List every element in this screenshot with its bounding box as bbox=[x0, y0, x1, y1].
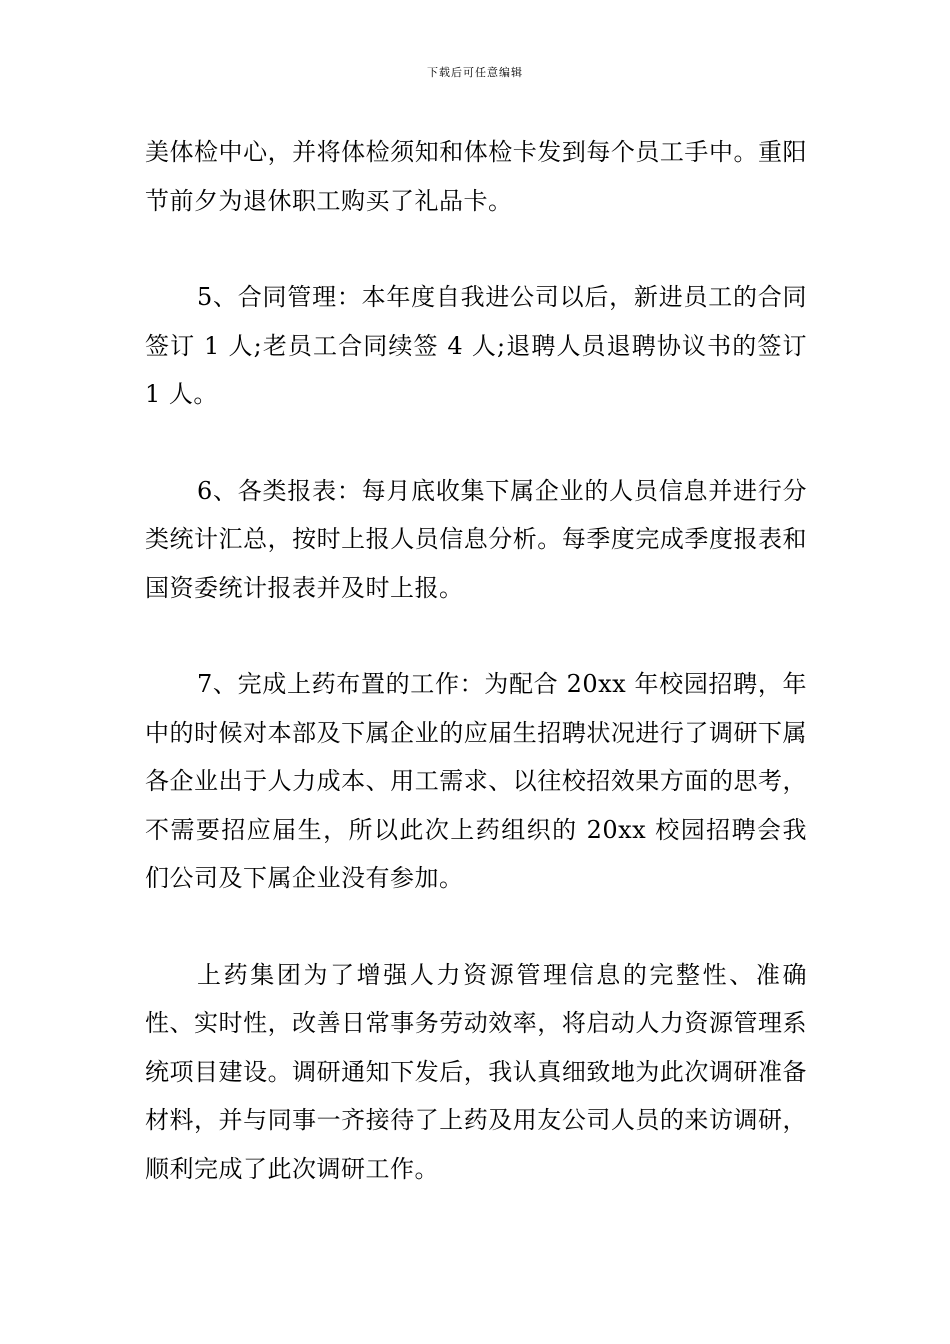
paragraph-gap bbox=[145, 419, 807, 467]
paragraph-continuation: 美体检中心，并将体检须知和体检卡发到每个员工手中。重阳节前夕为退休职工购买了礼品卡。 bbox=[145, 138, 807, 215]
paragraph-gap bbox=[145, 225, 807, 273]
header-note: 下载后可任意编辑 bbox=[427, 66, 523, 79]
paragraph-gap bbox=[145, 612, 807, 660]
paragraph-hr-system: 上药集团为了增强人力资源管理信息的完整性、准确性、实时性，改善日常事务劳动效率，将启动人力资源管理系统项目建设。调研通知下发后，我认真细致地为此次调研准备材料，并与同事一齐接待了上药及用友公司人员的来访调研，顺利完成了此次调研工作。 bbox=[145, 960, 807, 1183]
paragraph-contract-management: 5、合同管理：本年度自我进公司以后，新进员工的合同签订 1 人;老员工合同续签 4 人;退聘人员退聘协议书的签订 1 人。 bbox=[145, 283, 807, 408]
paragraph-reports: 6、各类报表：每月底收集下属企业的人员信息并进行分类统计汇总，按时上报人员信息分析。每季度完成季度报表和国资委统计报表并及时上报。 bbox=[145, 476, 807, 602]
document-body bbox=[145, 128, 807, 1193]
paragraph-gap bbox=[145, 903, 807, 951]
paragraph-campus-recruitment: 7、完成上药布置的工作：为配合 20xx 年校园招聘，年中的时候对本部及下属企业的应届生招聘状况进行了调研下属各企业出于人力成本、用工需求、以往校招效果方面的思考，不需要招应届生，所以此次上药组织的 20xx 校园招聘会我们公司及下属企业没有参加。 bbox=[145, 670, 807, 892]
